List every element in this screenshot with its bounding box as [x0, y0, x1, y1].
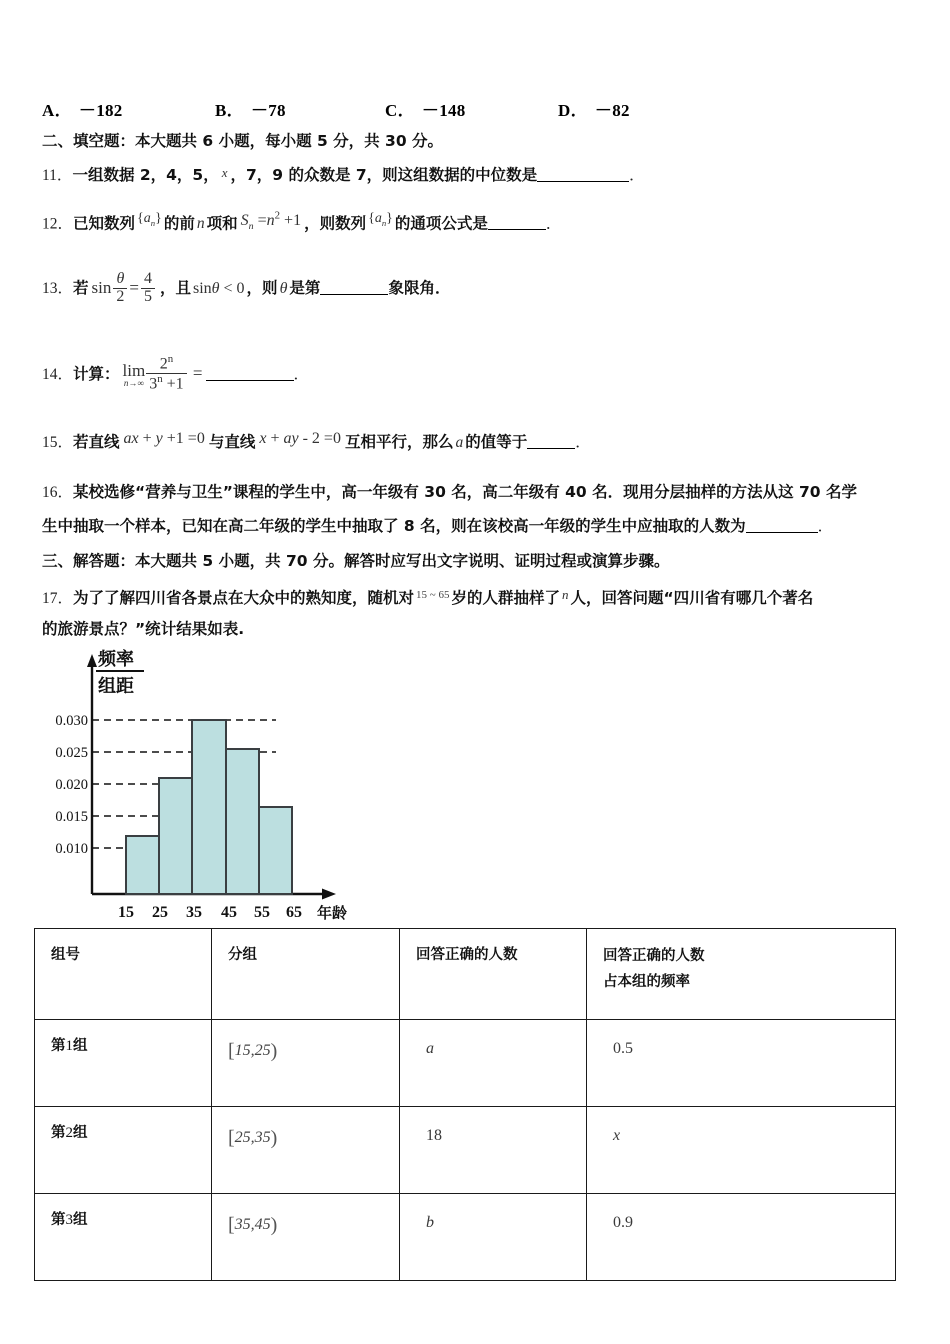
group-number-2: 2 — [65, 1125, 73, 1141]
frequency-1: 0.5 — [613, 1040, 633, 1057]
group-suffix-1: 组 — [73, 1038, 88, 1054]
question-17-line-2 — [42, 618, 244, 640]
table-header-frequency-line-1: 回答正确的人数 — [603, 948, 705, 964]
question-15-line-1: ax + y +1 =0 — [123, 430, 205, 447]
question-17-line-1 — [42, 584, 813, 610]
frequency-histogram — [44, 642, 374, 932]
table-header-interval: 分组 — [212, 929, 400, 1020]
question-12-text-e: 的通项公式是 — [394, 214, 488, 233]
y-axis-label — [96, 648, 144, 697]
table-cell-interval — [212, 1107, 400, 1194]
question-12-text-b: 的前 — [163, 214, 195, 233]
table-row — [35, 1020, 896, 1107]
choice-a[interactable] — [42, 96, 123, 121]
table-cell-frequency — [587, 1194, 896, 1281]
question-16-tail: ． — [817, 518, 834, 535]
question-12-sequence-2: $\{a_n\}$ — [368, 211, 393, 229]
question-17-text-a: 为了了解四川省各景点在大众中的熟知度，随机对 — [73, 589, 415, 607]
answer-choices-row — [42, 96, 742, 122]
table-cell-correct-count — [400, 1194, 587, 1281]
x-axis-title: 年龄 — [316, 904, 348, 922]
y-tick-label-3: 0.025 — [55, 745, 88, 761]
y-tick-label-0: 0.010 — [55, 841, 88, 857]
choice-a-value: －182 — [78, 101, 123, 120]
question-13-text-c: ，则 — [246, 279, 278, 298]
question-14-formula: lim n→∞ $\frac{2^n}{3^n +1}$ = — [122, 353, 203, 393]
question-11-variable: x — [221, 165, 228, 180]
question-11-number: 11． — [42, 167, 73, 184]
question-13-number: 13． — [42, 280, 74, 298]
question-13 — [42, 272, 450, 307]
table-cell-group-name — [35, 1194, 212, 1281]
question-11-answer-blank[interactable] — [537, 181, 629, 182]
table-cell-frequency — [587, 1107, 896, 1194]
question-15-line-2: x + ay - 2 =0 — [259, 430, 341, 447]
bar-15-25 — [126, 836, 159, 894]
y-tick-label-1: 0.015 — [55, 809, 88, 825]
question-12-text-a: 已知数列 — [73, 214, 136, 233]
question-12-answer-blank[interactable] — [488, 229, 546, 230]
question-14-answer-blank[interactable] — [206, 380, 294, 381]
y-axis-label-denominator: 组距 — [98, 676, 134, 697]
x-tick-label-3: 45 — [221, 904, 237, 921]
question-17-text-c: 人，回答问题“四川省有哪几个著名 — [570, 589, 814, 607]
choice-d-label: D． — [558, 101, 588, 120]
bar-45-55 — [226, 749, 259, 894]
question-15-tail: ． — [575, 434, 591, 451]
x-axis-arrow — [322, 889, 336, 900]
group-number-3: 3 — [65, 1212, 73, 1228]
interval-hi-1: 25 — [254, 1042, 271, 1059]
histogram-svg — [44, 642, 374, 932]
x-tick-label-4: 55 — [254, 904, 270, 921]
question-14-text-a: 计算： — [73, 365, 120, 384]
histogram-bars — [126, 720, 292, 894]
y-tick-labels — [55, 713, 88, 857]
table-header-row — [35, 929, 896, 1020]
interval-lo-1: 15 — [234, 1042, 251, 1059]
interval-value-2: [25,35) — [228, 1127, 278, 1149]
question-11-text-a: 一组数据 2，4，5， — [72, 166, 219, 184]
table-cell-correct-count — [400, 1107, 587, 1194]
question-15-number: 15． — [42, 434, 74, 451]
question-13-text-e: 象限角． — [388, 279, 451, 298]
x-tick-label-0: 15 — [118, 904, 134, 921]
question-15-answer-blank[interactable] — [527, 448, 575, 449]
choice-b-value: －78 — [250, 101, 286, 120]
bar-35-45 — [192, 720, 226, 894]
question-12-text-d: ，则数列 — [304, 214, 367, 233]
table-cell-interval — [212, 1194, 400, 1281]
group-number-1: 1 — [65, 1038, 73, 1054]
correct-count-1: a — [426, 1040, 434, 1057]
question-12-text-c: 项和 — [206, 214, 238, 233]
question-12-number: 12． — [42, 215, 74, 233]
y-tick-label-4: 0.030 — [55, 713, 88, 729]
x-tick-label-2: 35 — [186, 904, 202, 921]
table-header-frequency-line-2: 占本组的频率 — [603, 974, 690, 990]
group-prefix-1: 第 — [51, 1038, 66, 1054]
question-13-answer-blank[interactable] — [320, 294, 388, 295]
question-15-a-variable: a — [455, 434, 464, 451]
question-12-formula: $S_n =n^2 +1$ — [240, 210, 302, 233]
question-17-text-b: 岁的人群抽样了 — [451, 589, 560, 607]
question-11 — [42, 162, 645, 187]
statistics-table — [34, 928, 896, 1281]
question-16-text-line-2: 生中抽取一个样本，已知在高二年级的学生中抽取了 8 名，则在该校高一年级的学生中应抽取的人数为 — [42, 517, 746, 535]
table-cell-group-name — [35, 1020, 212, 1107]
question-17-number: 17． — [42, 590, 74, 607]
question-11-text-b: ，7，9 的众数是 7，则这组数据的中位数是 — [230, 166, 538, 184]
interval-value-3: [35,45) — [228, 1214, 278, 1236]
table-cell-group-name — [35, 1107, 212, 1194]
group-suffix-2: 组 — [73, 1125, 88, 1141]
choice-c-label: C． — [385, 101, 415, 120]
table-header-group-no: 组号 — [35, 929, 212, 1020]
choice-b-label: B． — [215, 101, 244, 120]
y-axis-arrow — [87, 654, 97, 667]
y-axis-label-numerator: 频率 — [98, 649, 134, 670]
table-header-frequency — [587, 929, 896, 1020]
question-13-text-a: 若 — [73, 279, 89, 298]
question-17-text-line-2: 的旅游景点？”统计结果如表. — [42, 620, 245, 638]
question-13-condition: sinθ < 0 — [192, 280, 245, 298]
table-header-correct-count: 回答正确的人数 — [400, 929, 587, 1020]
x-tick-label-5: 65 — [286, 904, 302, 921]
bar-25-35 — [159, 778, 192, 894]
y-tick-label-2: 0.020 — [55, 777, 88, 793]
table-cell-interval — [212, 1020, 400, 1107]
group-prefix-3: 第 — [51, 1212, 66, 1228]
question-11-tail: ． — [629, 167, 645, 184]
frequency-2: x — [613, 1127, 621, 1144]
question-16-answer-blank[interactable] — [746, 532, 818, 533]
question-16-line-2 — [42, 515, 833, 538]
choice-d[interactable] — [558, 96, 630, 121]
question-12-n-variable: n — [196, 215, 205, 233]
x-tick-labels — [118, 904, 302, 921]
choice-d-value: －82 — [594, 101, 630, 120]
question-13-text-b: ，且 — [159, 279, 191, 298]
choice-c-value: －148 — [421, 101, 466, 120]
section-three-heading: 三、解答题：本大题共 5 小题，共 70 分。解答时应写出文字说明、证明过程或演算步骤。 — [42, 552, 670, 570]
interval-value-1: [15,25) — [228, 1040, 278, 1062]
question-12 — [42, 205, 561, 239]
question-13-formula: sin $\frac{\theta}{2}$ = $\frac{4}{5}$ — [89, 278, 160, 297]
choice-a-label: A． — [42, 101, 72, 120]
question-14-tail: ． — [293, 366, 310, 384]
question-15-text-c: 互相平行，那么 — [344, 433, 454, 451]
table-row — [35, 1194, 896, 1281]
group-suffix-3: 组 — [73, 1212, 88, 1228]
question-16-text-line-1: 某校选修“营养与卫生”课程的学生中，高一年级有 30 名，高二年级有 40 名．现用分层抽样的方法从这 70 名学 — [73, 483, 857, 501]
correct-count-2: 18 — [426, 1127, 442, 1144]
question-12-sequence-1: $\{a_n\}$ — [137, 211, 162, 229]
question-15-text-b: 与直线 — [208, 433, 256, 451]
question-14 — [42, 355, 309, 394]
correct-count-3: b — [426, 1214, 434, 1231]
question-17-age-range: 15 ~ 65 — [416, 589, 450, 601]
question-14-number: 14． — [42, 366, 74, 384]
interval-lo-2: 25 — [234, 1129, 251, 1146]
group-prefix-2: 第 — [51, 1125, 66, 1141]
choice-c[interactable] — [385, 96, 466, 121]
question-17-n-variable: n — [562, 587, 569, 602]
table-cell-correct-count — [400, 1020, 587, 1107]
question-13-theta: θ — [279, 280, 288, 298]
question-12-tail: ． — [545, 215, 562, 233]
choice-b[interactable] — [215, 96, 286, 121]
question-16-number: 16． — [42, 484, 74, 501]
frequency-3: 0.9 — [613, 1214, 633, 1231]
interval-hi-2: 35 — [254, 1129, 271, 1146]
table-row — [35, 1107, 896, 1194]
question-15-text-d: 的值等于 — [465, 433, 528, 451]
question-15 — [42, 428, 591, 454]
x-tick-label-1: 25 — [152, 904, 168, 921]
table-cell-frequency — [587, 1020, 896, 1107]
question-16-line-1 — [42, 481, 857, 504]
interval-hi-3: 45 — [254, 1216, 271, 1233]
question-13-text-d: 是第 — [289, 279, 321, 298]
interval-lo-3: 35 — [234, 1216, 251, 1233]
bar-55-65 — [259, 807, 292, 894]
question-15-text-a: 若直线 — [73, 433, 120, 451]
section-two-heading: 二、填空题：本大题共 6 小题，每小题 5 分，共 30 分。 — [42, 132, 444, 150]
